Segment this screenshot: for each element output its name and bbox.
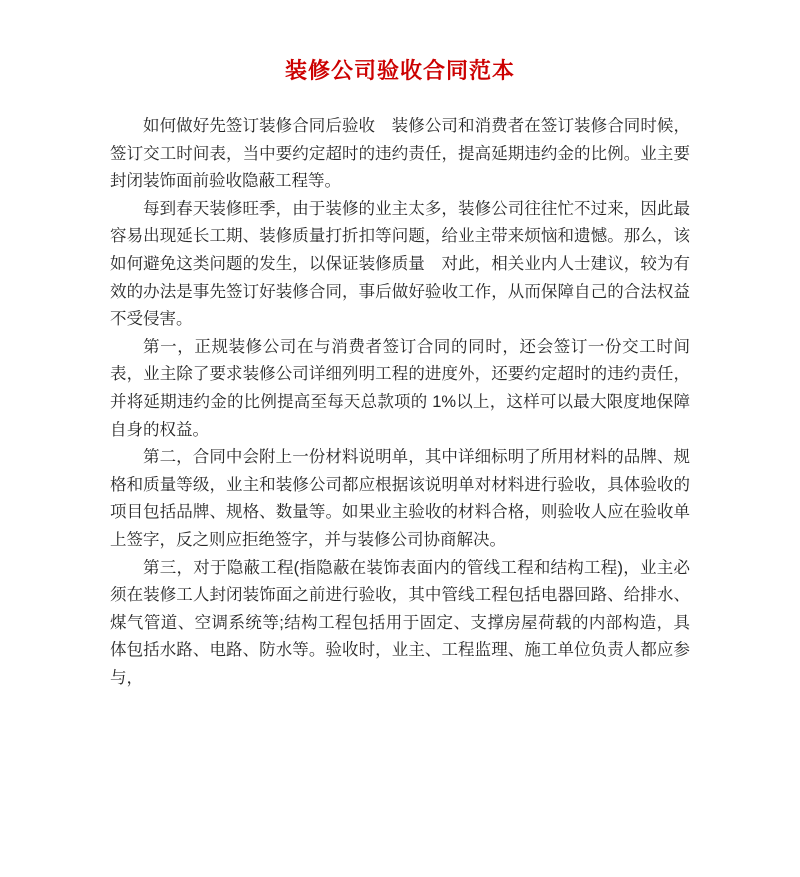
- document-body: [110, 113, 690, 692]
- paragraph-intro: 如何做好先签订装修合同后验收 装修公司和消费者在签订装修合同时候，签订交工时间表，当中要约定超时的违约责任，提高延期违约金的比例。业主要封闭装饰面前验收隐蔽工程等。: [110, 117, 690, 191]
- paragraph-point-2: 第二，合同中会附上一份材料说明单，其中详细标明了所用材料的品牌、规格和质量等级，业主和装修公司都应根据该说明单对材料进行验收，具体验收的项目包括品牌、规格、数量等。如果业主验收的材料合格，则验收人应在验收单上签字，反之则应拒绝签字，并与装修公司协商解决。: [110, 448, 690, 549]
- document-title: 装修公司验收合同范本: [284, 58, 515, 83]
- paragraph-point-1: 第一，正规装修公司在与消费者签订合同的同时，还会签订一份交工时间表，业主除了要求装修公司详细列明工程的进度外，还要约定超时的违约责任，并将延期违约金的比例提高至每天总款项的 1%以上，这样可以最大限度地保障自身的权益。: [110, 337, 690, 439]
- paragraph-point-3: 第三，对于隐蔽工程(指隐蔽在装饰表面内的管线工程和结构工程)，业主必须在装修工人封闭装饰面之前进行验收，其中管线工程包括电器回路、给排水、煤气管道、空调系统等;结构工程包括用于固定、支撑房屋荷载的内部构造，具体包括水路、电路、防水等。验收时，业主、工程监理、施工单位负责人都应参与，: [110, 558, 690, 687]
- paragraph-background: 每到春天装修旺季，由于装修的业主太多，装修公司往往忙不过来，因此最容易出现延长工期、装修质量打折扣等问题，给业主带来烦恼和遗憾。那么，该如何避免这类问题的发生，以保证装修质量 对此，相关业内人士建议，较为有效的办法是事先签订好装修合同，事后做好验收工作，从而保障自己的合法权益不受侵害。: [110, 199, 690, 329]
